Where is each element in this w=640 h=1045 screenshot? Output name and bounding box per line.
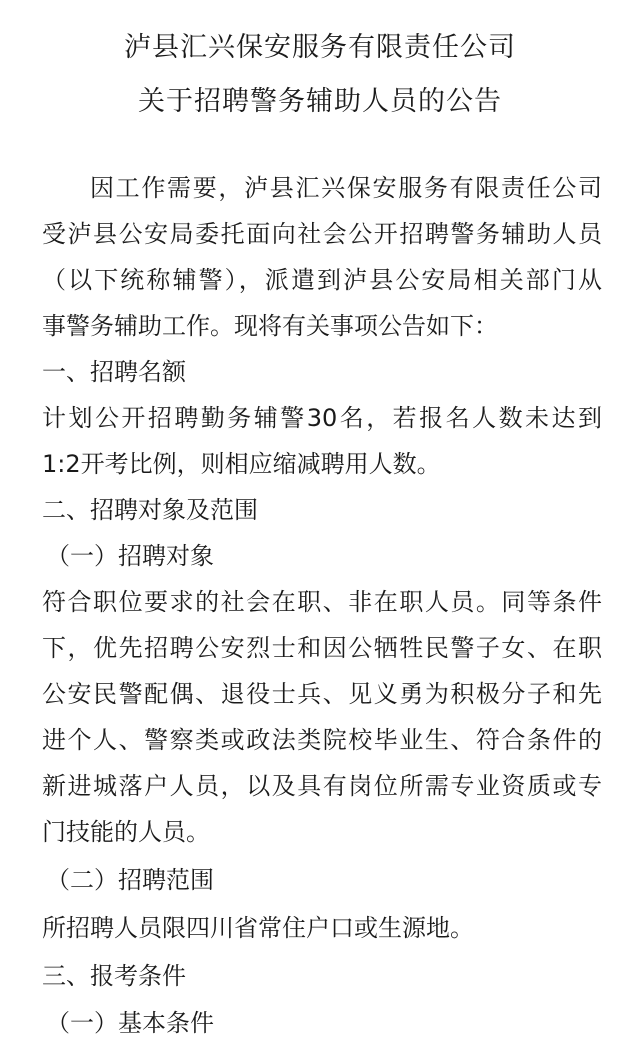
- paragraph-intro-line-4: 事警务辅助工作。现将有关事项公告如下：: [42, 312, 498, 340]
- paragraph-intro-line-1: 因工作需要，泸县汇兴保安服务有限责任公司: [90, 174, 602, 202]
- paragraph-intro-line-2: 受泸县公安局委托面向社会公开招聘警务辅助人员: [42, 220, 602, 248]
- section-heading-targets: 二、招聘对象及范围: [42, 496, 258, 524]
- subsection-heading-scope: （二）招聘范围: [46, 866, 214, 894]
- paragraph-targets-line-1: 符合职位要求的社会在职、非在职人员。同等条件: [42, 588, 602, 616]
- section-heading-quota: 一、招聘名额: [42, 358, 186, 386]
- document-title-company: 泸县汇兴保安服务有限责任公司: [124, 32, 516, 63]
- paragraph-quota-line-1: 计划公开招聘勤务辅警30名，若报名人数未达到: [42, 404, 602, 432]
- subsection-heading-basic-requirements: （一）基本条件: [46, 1009, 214, 1037]
- paragraph-targets-line-2: 下，优先招聘公安烈士和因公牺牲民警子女、在职: [42, 634, 602, 662]
- paragraph-targets-line-5: 新进城落户人员，以及具有岗位所需专业资质或专: [42, 772, 602, 800]
- section-heading-requirements: 三、报考条件: [42, 962, 186, 990]
- paragraph-quota-line-2: 1:2开考比例，则相应缩减聘用人数。: [42, 450, 441, 478]
- paragraph-targets-line-6: 门技能的人员。: [42, 818, 210, 846]
- document-title-subject: 关于招聘警务辅助人员的公告: [138, 86, 502, 117]
- paragraph-targets-line-4: 进个人、警察类或政法类院校毕业生、符合条件的: [42, 726, 602, 754]
- subsection-heading-targets: （一）招聘对象: [46, 542, 214, 570]
- paragraph-targets-line-3: 公安民警配偶、退役士兵、见义勇为积极分子和先: [42, 680, 602, 708]
- paragraph-intro-line-3: （以下统称辅警），派遣到泸县公安局相关部门从: [42, 266, 602, 294]
- paragraph-scope: 所招聘人员限四川省常住户口或生源地。: [42, 914, 474, 942]
